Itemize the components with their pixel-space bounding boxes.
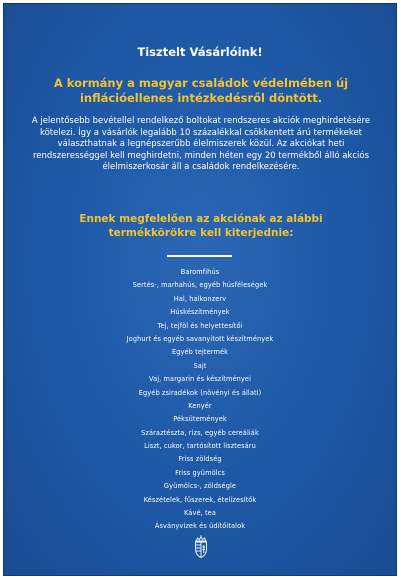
headline: A kormány a magyar családok védelmében új inflációellenes intézkedésről döntött. xyxy=(53,76,349,105)
product-item: Hal, halkonzerv xyxy=(173,294,227,303)
product-item: Liszt, cukor, tartósított lisztesáru xyxy=(144,442,256,451)
product-item: Gyümölcs-, zöldségle xyxy=(163,482,237,491)
greeting-heading: Tisztelt Vásárlóink! xyxy=(137,45,263,59)
announcement-poster xyxy=(3,3,397,576)
hungarian-coat-of-arms-icon xyxy=(193,535,209,559)
product-item: Sertés-, marhahús, egyéb húsféleségek xyxy=(132,281,268,290)
product-item: Kenyér xyxy=(188,401,212,410)
product-item: Tej, tejföl és helyettesítői xyxy=(157,321,243,330)
product-list-heading: Ennek megfelelően az akciónak az alábbi termékkörökre kell kiterjednie: xyxy=(79,213,323,239)
product-item: Készételek, fűszerek, ételízesítők xyxy=(143,495,257,504)
product-item: Vaj, margarin és készítményei xyxy=(148,375,252,384)
product-item: Friss zöldség xyxy=(178,455,222,464)
product-item: Baromfihús xyxy=(180,268,220,276)
product-item: Friss gyümölcs xyxy=(175,468,225,477)
product-list xyxy=(4,266,396,534)
product-item: Száraztészta, rizs, egyéb cereáliák xyxy=(141,428,259,437)
product-item: Húskészítmények xyxy=(170,308,230,317)
body-paragraph: A jelentősebb bevétellel rendelkező boltokat rendszeres akciók meghirdetésére kötelezi. Így a vásárlók legalább 10 százalékkal csökkentett árú termékeket választhatnak a legnépszerűbb élelmiszerek közül. Az akciókat heti rendszerességgel kell meghirdetni, minden héten egy 20 termékből álló akciós élelmiszerkosár áll a családok rendelkezésére. xyxy=(31,116,371,173)
product-item: Sajt xyxy=(193,361,207,370)
product-item: Péksütemények xyxy=(173,415,227,424)
product-item: Kávé, tea xyxy=(184,509,216,518)
product-item: Joghurt és egyéb savanyított készítmények xyxy=(126,334,274,343)
product-item: Egyéb tejtermék xyxy=(171,348,229,357)
product-item: Ásványvizek és üdítőitalok xyxy=(154,522,246,531)
divider xyxy=(167,255,232,257)
product-item: Egyéb zsiradékok (növényi és állati) xyxy=(138,388,262,397)
